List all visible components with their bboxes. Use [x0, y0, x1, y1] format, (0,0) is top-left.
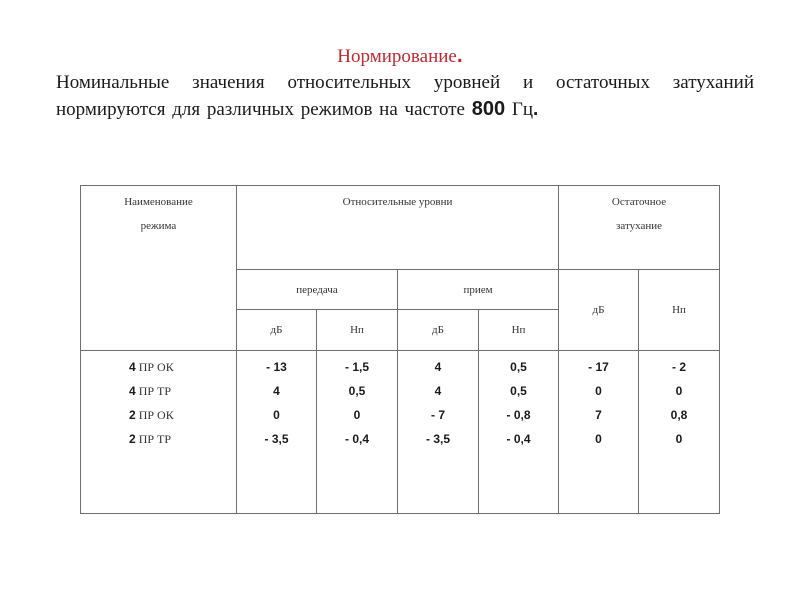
title-period: . [456, 44, 463, 67]
frequency-unit: Гц [511, 99, 534, 120]
residual-db-column: - 17 0 7 0 [559, 351, 639, 514]
header-rx-db: дБ [398, 310, 479, 351]
header-residual-np: Нп [639, 270, 720, 351]
norms-table [80, 185, 720, 514]
mode-row: 4 ПР ТР [129, 384, 172, 398]
header-tx-db: дБ [237, 310, 317, 351]
header-tx-np: Нп [317, 310, 398, 351]
mode-row: 2 ПР ТР [129, 432, 172, 446]
header-residual-attenuation: Остаточное затухание [559, 186, 720, 270]
header-receive: прием [398, 270, 559, 310]
header-relative-levels: Относительные уровни [237, 186, 559, 270]
header-transmit: передача [237, 270, 398, 310]
page-title: Нормирование. [337, 44, 463, 67]
frequency-value: 800 [471, 98, 506, 120]
mode-row: 4 ПР ОК [129, 360, 174, 374]
rx-db-column: 4 4 - 7 - 3,5 [398, 351, 479, 514]
mode-row: 2 ПР ОК [129, 408, 174, 422]
intro-line-1: Номинальные значения относительных уровней и остаточных затуханий [56, 72, 754, 93]
header-rx-np: Нп [479, 310, 559, 351]
mode-column [81, 351, 237, 514]
header-mode: Наименование режима [81, 186, 237, 351]
residual-np-column: - 2 0 0,8 0 [639, 351, 720, 514]
intro-line-2: нормируются для различных режимов на частоте 800 Гц. [56, 98, 539, 120]
tx-np-column: - 1,5 0,5 0 - 0,4 [317, 351, 398, 514]
intro-paragraph [56, 70, 754, 123]
rx-np-column: 0,5 0,5 - 0,8 - 0,4 [479, 351, 559, 514]
header-residual-db: дБ [559, 270, 639, 351]
tx-db-column: - 13 4 0 - 3,5 [237, 351, 317, 514]
